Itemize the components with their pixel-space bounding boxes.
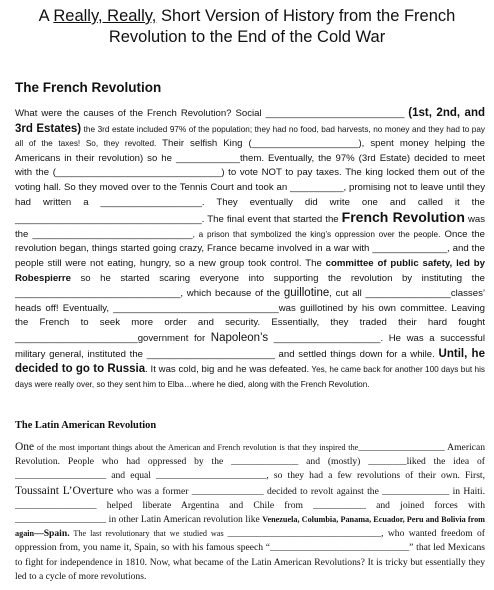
fr-russia: Until, he decided to go to Russia [15, 347, 485, 376]
la-text: ” that led Mexicans to fight for independence in 1810. Now, what became of the Latin American Revolutions? It is tricky but essentially they led to a cycle of more revolutions. [15, 542, 485, 582]
la-text: and joined forces with [365, 499, 485, 511]
fr-blank: ___________________ [100, 196, 202, 208]
fr-blank: ____________________ [268, 332, 381, 344]
fr-blank: ________________________ [146, 348, 275, 360]
la-spain: —Spain. [34, 528, 70, 540]
fr-text: , promising not to leave until they had written a [15, 181, 485, 208]
fr-text: . It was cold, big and he was defeated. [145, 364, 310, 376]
la-blank: ______________ [231, 456, 299, 468]
fr-blank: _______________________________ [15, 288, 181, 300]
la-text: helped liberate Argentina and Chile from [96, 499, 314, 511]
la-one: One [15, 441, 35, 453]
fr-text: . They eventually did write one and called it the [201, 196, 485, 208]
fr-blank: _______________________________ [113, 302, 279, 314]
la-blank: _______________ [191, 485, 264, 497]
fr-text: ), spent money helping the Americans in their revolution) so he [15, 138, 486, 164]
fr-text: . He was a successful military general, instituted the [15, 332, 485, 360]
fr-text: government for [137, 332, 211, 344]
la-blank: ______________ [382, 485, 450, 497]
title-rest: Short Version of History from the French [156, 7, 456, 25]
la-text: of the most important things about the American and French revolution is that they inspired the [34, 443, 359, 452]
la-text: and equal [106, 470, 157, 482]
la-toussaint: Toussaint L’Overture [15, 484, 114, 497]
la-blank: _____________________________ [270, 542, 410, 554]
fr-text: What were the causes of the French Revolution? Social [15, 108, 266, 119]
french-heading: The French Revolution [15, 80, 162, 95]
la-text: decided to revolt against the [263, 485, 383, 497]
fr-text: was guillotined by his own committee. Leaving the French to seek more order and security. Essentially, they traded their hard fought [15, 302, 485, 329]
fr-blank: __________________________ [265, 108, 405, 119]
la-text: who was a former [113, 485, 192, 497]
la-blank: ___________ [313, 499, 366, 511]
fr-text: Their selfish King ( [156, 138, 252, 150]
la-text: The last revolutionary that we studied was [69, 529, 228, 539]
la-text: and (mostly) [298, 456, 369, 468]
fr-text: and settled things down for a while. [274, 348, 439, 360]
fr-french-revolution: French Revolution [341, 209, 465, 226]
la-text: in other Latin American revolution like [106, 514, 263, 526]
fr-text: , cut all [329, 288, 366, 300]
fr-blank: __________ [290, 181, 344, 193]
fr-committee: committee of public safety, led by Robespierre [15, 257, 485, 284]
la-text: liked the idea of [406, 456, 485, 468]
fr-blank: ______________________________ [32, 228, 193, 240]
la-blank: __________________ [358, 442, 445, 453]
french-paragraph [15, 106, 485, 392]
fr-text: , a prison that symbolized the king’s oppression over the people. [192, 229, 441, 239]
latin-heading: The Latin American Revolution [15, 420, 157, 431]
fr-text: . The final event that started the [201, 214, 342, 226]
la-text: in Haiti. [449, 485, 485, 497]
title-prefix: A [38, 7, 54, 25]
fr-text: so he started scaring everyone into supporting the revolution by instituting the [70, 272, 485, 284]
fr-text: Yes, he came back for another 100 days but his days were really over, so they sent him to Elba…where he died, along with the French Revolution. [15, 365, 485, 389]
la-blank: ________ [368, 456, 407, 468]
fr-blank: ____________________ [251, 138, 359, 150]
latin-paragraph [15, 440, 485, 584]
fr-text: , which because of the [180, 288, 284, 300]
la-text: , so they had a few revolutions of their own. First, [266, 470, 486, 482]
title-line2: Revolution to the End of the Cold War [108, 28, 386, 46]
fr-guillotine: guillotine [283, 287, 330, 300]
title-underlined: Really, Really, [53, 7, 157, 25]
la-blank: ________________________________ [227, 528, 382, 540]
fr-blank: ___________________________________ [15, 214, 202, 226]
fr-blank: _______________________________ [55, 167, 222, 179]
fr-text: the 3rd estate included 97% of the population; they had no food, bad harvests, no money and they had to pay all of the taxes! So, they revolted. [15, 124, 485, 149]
fr-estates: (1st, 2nd, and 3rd Estates) [15, 107, 485, 135]
fr-blank: _______________________ [15, 332, 138, 344]
la-blank: _________________ [15, 499, 97, 511]
fr-blank: ______________ [372, 243, 448, 255]
la-blank: ___________________ [15, 514, 107, 526]
fr-text: classes’ heads off! Eventually, [15, 288, 485, 314]
fr-blank: ____________ [175, 152, 240, 164]
la-countries: Venezuela, Columbia, Panama, Ecuador, Peru and Bolivia from again [15, 515, 485, 539]
fr-text: Once the revolution began, things started going crazy, France became involved in a war with [15, 228, 485, 255]
fr-text: them. Eventually, the 97% (3rd Estate) decided to meet with the ( [15, 152, 485, 179]
la-text: , who wanted freedom of oppression from, you name it, Spain, so with his famous speech “ [15, 528, 485, 554]
page-title [0, 6, 494, 48]
fr-blank: ________________ [365, 288, 451, 300]
fr-text: , and the people still were not eating, hungry, so a new group took control. The [15, 243, 485, 269]
fr-text: ) to vote NOT to pay taxes. The king locked them out of the voting hall. So they moved over to the Tennis Court and took an [15, 167, 485, 193]
fr-text: was the [15, 214, 486, 240]
la-blank: ___________________ [15, 470, 107, 482]
la-blank: _______________________ [156, 470, 267, 482]
la-text: American Revolution. People who had oppressed by the [15, 442, 485, 468]
fr-napoleons: Napoleon’s [210, 331, 269, 344]
